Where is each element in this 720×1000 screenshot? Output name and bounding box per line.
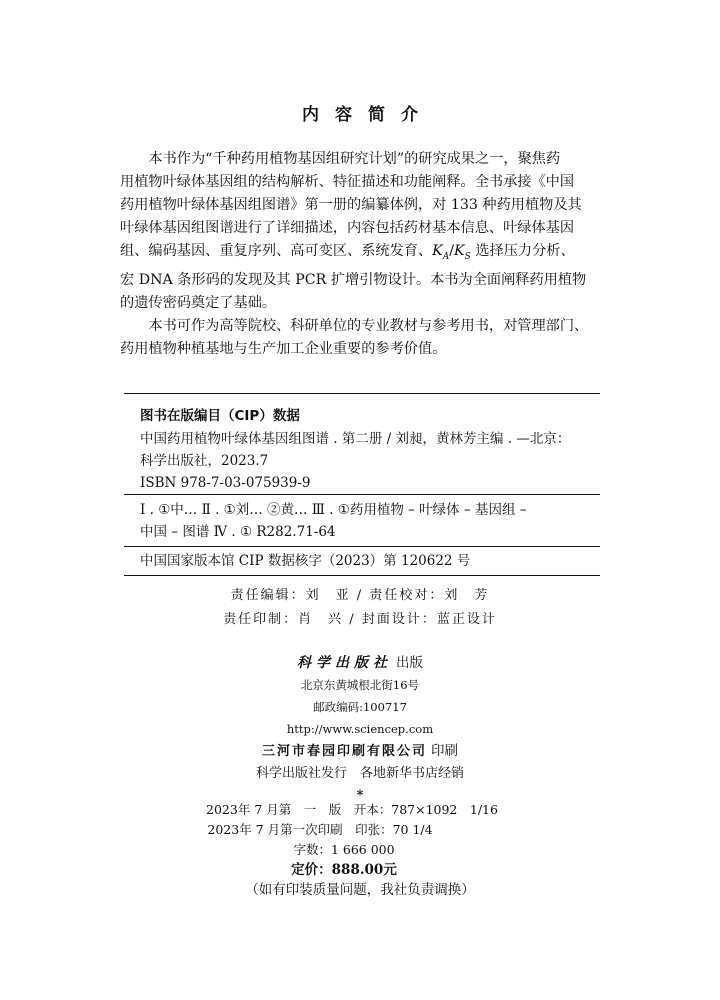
- cip-middle-rule: [124, 494, 600, 495]
- abstract-line: 药用植物叶绿体基因组图谱》第一册的编纂体例，对 133 种药用植物及其: [120, 197, 582, 213]
- cip-publisher-line: 科学出版社，2023.7: [140, 453, 269, 469]
- printer-name: 三河市春园印刷有限公司: [262, 744, 428, 759]
- cip-bottom-rule: [124, 575, 600, 576]
- price: 定价：888.00元: [291, 862, 397, 878]
- edition-line: 2023年 7 月第 一 版 开本：787×1092 1/16: [206, 802, 498, 817]
- abstract-paragraph-2: [120, 315, 604, 361]
- abstract-line: 的遗传密码奠定了基础。: [120, 294, 277, 311]
- edition-block: [0, 800, 720, 900]
- abstract-line: 用植物叶绿体基因组的结构解析、特征描述和功能阐释。全书承接《中国: [120, 174, 575, 190]
- abstract-line: 组、编码基因、重复序列、高可变区、系统发育、: [120, 243, 433, 259]
- publisher-postcode: 邮政编码:100717: [313, 700, 407, 714]
- printing-line: 2023年 7 月第一次印刷 印张：70 1/4: [207, 822, 433, 837]
- cip-lower-rule: [124, 546, 600, 547]
- cip-block: [140, 428, 608, 494]
- cip-verification-block: [140, 550, 608, 572]
- distribution-line: 科学出版社发行 各地新华书店经销: [255, 766, 464, 781]
- publisher-url: http://www.sciencep.com: [286, 722, 434, 736]
- printer-role: 印刷: [431, 743, 458, 759]
- cip-classification: [140, 499, 608, 543]
- publisher-logo: 科学出版社: [297, 655, 392, 671]
- printer-line: [0, 740, 720, 763]
- abstract-line: 叶绿体基因组图谱进行了详细描述，内容包括药材基本信息、叶绿体基因: [120, 220, 575, 236]
- ratio-slash: /: [449, 243, 455, 259]
- cip-classification-line-1: Ⅰ . ①中… Ⅱ . ①刘… ②黄… Ⅲ . ①药用植物 – 叶绿体 – 基因组 –: [140, 502, 527, 518]
- credits-print-line: 责任印制：肖 兴 / 封面设计：蓝正设计: [223, 612, 497, 627]
- cip-heading: 图书在版编目（CIP）数据: [140, 408, 300, 424]
- abstract-line: 本书可作为高等院校、科研单位的专业教材与参考用书，对管理部门、: [148, 317, 589, 334]
- publisher-name-line: [0, 652, 720, 674]
- abstract-line: 本书作为“千种药用植物基因组研究计划”的研究成果之一，聚焦药: [148, 151, 561, 167]
- cip-top-rule: [124, 393, 600, 394]
- abstract-line: 宏 DNA 条形码的发现及其 PCR 扩增引物设计。本书为全面阐释药用植物: [120, 271, 587, 288]
- ka-symbol: $K_A$: [432, 243, 450, 262]
- cip-verification: 中国国家版本馆 CIP 数据核字（2023）第 120622 号: [140, 553, 471, 569]
- credits-editor-line: 责任编辑：刘 亚 / 责任校对：刘 芳: [230, 588, 490, 603]
- ks-symbol: $K_S$: [454, 243, 471, 262]
- abstract: [120, 148, 604, 361]
- abstract-paragraph-1: [120, 148, 604, 315]
- publisher-block: [0, 652, 720, 807]
- page-title: 内容简介: [302, 105, 434, 125]
- cip-title-line: 中国药用植物叶绿体基因组图谱 . 第二册 / 刘昶，黄林芳主编 . —北京：: [140, 431, 571, 447]
- separator-star: *: [356, 788, 364, 803]
- credits: [0, 584, 720, 632]
- publisher-address: 北京东黄城根北街16号: [300, 678, 420, 692]
- cip-classification-line-2: 中国 – 图谱 Ⅳ . ① R282.71-64: [140, 524, 336, 540]
- word-count: 字数：1 666 000: [293, 842, 395, 857]
- cip-isbn: ISBN 978-7-03-075939-9: [140, 475, 311, 491]
- quality-note: （如有印装质量问题，我社负责调换）: [245, 882, 475, 898]
- abstract-line: 药用植物种植基地与生产加工企业重要的参考价值。: [120, 340, 447, 357]
- publisher-role: 出版: [395, 655, 423, 671]
- abstract-line: 选择压力分析、: [470, 243, 575, 259]
